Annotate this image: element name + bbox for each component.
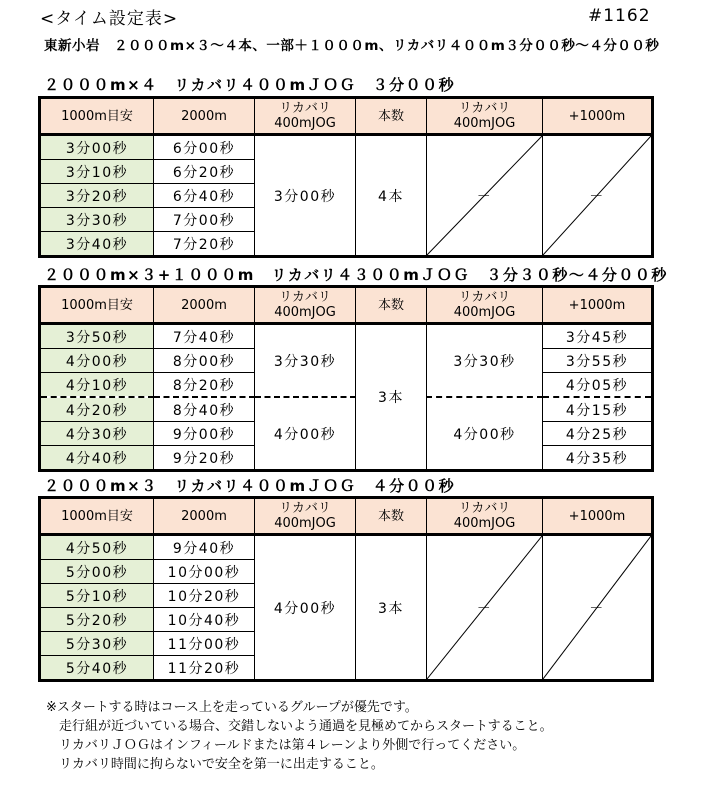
plus1000-cell: 4分05秒 bbox=[543, 373, 653, 398]
time-2000-cell: 8分40秒 bbox=[154, 397, 255, 422]
col-header-pace bbox=[40, 98, 154, 135]
note-line: 走行組が近づいている場合、交錯しないよう通過を見極めてからスタートすること。 bbox=[46, 719, 553, 734]
pace-cell: 5分20秒 bbox=[40, 608, 154, 632]
col-header-2000m bbox=[154, 498, 255, 535]
col-label: 1000m目安 bbox=[61, 297, 133, 313]
recovery-cell: 4分00秒 bbox=[255, 397, 356, 471]
plus1000-cell: 4分25秒 bbox=[543, 422, 653, 446]
time-2000-cell: 8分20秒 bbox=[154, 373, 255, 398]
pace-cell: 4分10秒 bbox=[40, 373, 154, 398]
time-2000-cell: 9分40秒 bbox=[154, 535, 255, 560]
pace-cell: 4分30秒 bbox=[40, 422, 154, 446]
col-header-plus1000 bbox=[543, 98, 653, 135]
time-2000-cell: 11分00秒 bbox=[154, 632, 255, 656]
table-row bbox=[40, 135, 653, 160]
note-line: ※スタートする時はコース上を走っているグループが優先です。 bbox=[46, 700, 418, 715]
pace-cell: 3分30秒 bbox=[40, 208, 154, 232]
note-line: リカバリ時間に拘らないで安全を第一に出走すること。 bbox=[46, 757, 384, 772]
section-2-table bbox=[38, 285, 654, 472]
recovery-2-cell bbox=[427, 135, 543, 257]
pace-cell: 5分40秒 bbox=[40, 656, 154, 681]
pace-cell: 3分00秒 bbox=[40, 135, 154, 160]
pace-cell: 4分20秒 bbox=[40, 397, 154, 422]
time-2000-cell: 6分40秒 bbox=[154, 184, 255, 208]
pace-cell: 4分00秒 bbox=[40, 349, 154, 373]
col-header-2000m bbox=[154, 287, 255, 324]
sets-cell: 3本 bbox=[356, 324, 427, 471]
time-2000-cell: 7分40秒 bbox=[154, 324, 255, 349]
plus1000-cell: 3分55秒 bbox=[543, 349, 653, 373]
col-label: +1000m bbox=[568, 108, 626, 124]
pace-cell: 4分50秒 bbox=[40, 535, 154, 560]
col-label: 2000m bbox=[181, 108, 227, 124]
sets-cell: 3本 bbox=[356, 535, 427, 681]
time-2000-cell: 10分00秒 bbox=[154, 560, 255, 584]
table-row bbox=[40, 535, 653, 560]
recovery-2-cell: 3分30秒 bbox=[427, 324, 543, 398]
plus1000-cell: 4分15秒 bbox=[543, 397, 653, 422]
col-header-plus1000 bbox=[543, 287, 653, 324]
pace-cell: 5分30秒 bbox=[40, 632, 154, 656]
dash-mark: － bbox=[476, 188, 493, 205]
plus1000-cell: 3分45秒 bbox=[543, 324, 653, 349]
notes bbox=[46, 698, 553, 774]
time-2000-cell: 9分00秒 bbox=[154, 422, 255, 446]
dash-mark: － bbox=[589, 600, 605, 617]
plus1000-cell: 4分35秒 bbox=[543, 446, 653, 471]
recovery-cell: 3分00秒 bbox=[255, 135, 356, 257]
col-header-2000m bbox=[154, 98, 255, 135]
pace-cell: 3分10秒 bbox=[40, 160, 154, 184]
col-label: 本数 bbox=[377, 297, 404, 313]
col-label-line: リカバリ bbox=[458, 290, 511, 305]
pace-cell: 3分20秒 bbox=[40, 184, 154, 208]
col-label: 1000m目安 bbox=[61, 508, 133, 524]
col-header-plus1000 bbox=[543, 498, 653, 535]
col-header-recovery-2 bbox=[427, 287, 543, 324]
time-2000-cell: 6分20秒 bbox=[154, 160, 255, 184]
col-header-pace bbox=[40, 287, 154, 324]
col-label: +1000m bbox=[568, 508, 626, 524]
col-label: 2000m bbox=[181, 297, 227, 313]
time-2000-cell: 6分00秒 bbox=[154, 135, 255, 160]
section-1-table bbox=[38, 96, 654, 258]
pace-cell: 5分00秒 bbox=[40, 560, 154, 584]
col-label-line: リカバリ bbox=[279, 101, 331, 116]
col-header-sets bbox=[356, 98, 427, 135]
section-3-table bbox=[38, 496, 654, 682]
table-row bbox=[40, 397, 653, 422]
dash-mark: － bbox=[476, 600, 493, 617]
col-label: 2000m bbox=[181, 508, 227, 524]
pace-cell: 4分40秒 bbox=[40, 446, 154, 471]
pace-cell: 3分40秒 bbox=[40, 232, 154, 257]
col-header-pace bbox=[40, 498, 154, 535]
plus1000-cell bbox=[543, 135, 653, 257]
time-2000-cell: 7分00秒 bbox=[154, 208, 255, 232]
col-header-recovery-2 bbox=[427, 498, 543, 535]
time-2000-cell: 8分00秒 bbox=[154, 349, 255, 373]
recovery-2-cell: 4分00秒 bbox=[427, 397, 543, 471]
col-label-line: リカバリ bbox=[458, 501, 511, 516]
col-header-sets bbox=[356, 287, 427, 324]
dash-mark: － bbox=[589, 188, 605, 205]
table-row bbox=[40, 324, 653, 349]
col-label-line: リカバリ bbox=[279, 501, 331, 516]
col-label-line: リカバリ bbox=[279, 290, 331, 305]
section-3-title: ２０００m×３ リカバリ４００mＪＯＧ ４分００秒 bbox=[44, 477, 456, 495]
time-2000-cell: 10分20秒 bbox=[154, 584, 255, 608]
document-number: #1162 bbox=[588, 6, 651, 26]
time-2000-cell: 9分20秒 bbox=[154, 446, 255, 471]
col-header-recovery bbox=[255, 287, 356, 324]
col-label-line: 400mJOG bbox=[274, 305, 336, 320]
col-header-recovery-2 bbox=[427, 98, 543, 135]
col-label: 本数 bbox=[377, 108, 404, 124]
col-label: +1000m bbox=[568, 297, 626, 313]
pace-cell: 5分10秒 bbox=[40, 584, 154, 608]
recovery-cell: 3分30秒 bbox=[255, 324, 356, 398]
page-title: <タイム設定表> bbox=[40, 9, 179, 29]
page-subtitle: 東新小岩 ２０００m×３～４本、一部＋１０００m、リカバリ４００m３分００秒～４分００秒 bbox=[44, 38, 660, 54]
time-2000-cell: 10分40秒 bbox=[154, 608, 255, 632]
time-2000-cell: 11分20秒 bbox=[154, 656, 255, 681]
col-label: 本数 bbox=[377, 508, 404, 524]
section-2-title: ２０００m×３+１０００m リカバリ４３００mＪＯＧ ３分３０秒～４分００秒 bbox=[44, 266, 668, 284]
col-header-recovery bbox=[255, 98, 356, 135]
note-line: リカバリＪＯＧはインフィールドまたは第４レーンより外側で行ってください。 bbox=[46, 738, 526, 753]
sets-cell: 4本 bbox=[356, 135, 427, 257]
col-label-line: リカバリ bbox=[458, 101, 511, 116]
col-label-line: 400mJOG bbox=[453, 305, 516, 320]
col-label-line: 400mJOG bbox=[453, 516, 516, 531]
section-1-title: ２０００m×４ リカバリ４００mＪＯＧ ３分００秒 bbox=[44, 76, 456, 94]
col-label-line: 400mJOG bbox=[453, 116, 516, 131]
pace-cell: 3分50秒 bbox=[40, 324, 154, 349]
col-label-line: 400mJOG bbox=[274, 516, 336, 531]
time-2000-cell: 7分20秒 bbox=[154, 232, 255, 257]
recovery-2-cell bbox=[427, 535, 543, 681]
col-header-recovery bbox=[255, 498, 356, 535]
col-label-line: 400mJOG bbox=[274, 116, 336, 131]
col-header-sets bbox=[356, 498, 427, 535]
plus1000-cell bbox=[543, 535, 653, 681]
recovery-cell: 4分00秒 bbox=[255, 535, 356, 681]
col-label: 1000m目安 bbox=[61, 108, 133, 124]
